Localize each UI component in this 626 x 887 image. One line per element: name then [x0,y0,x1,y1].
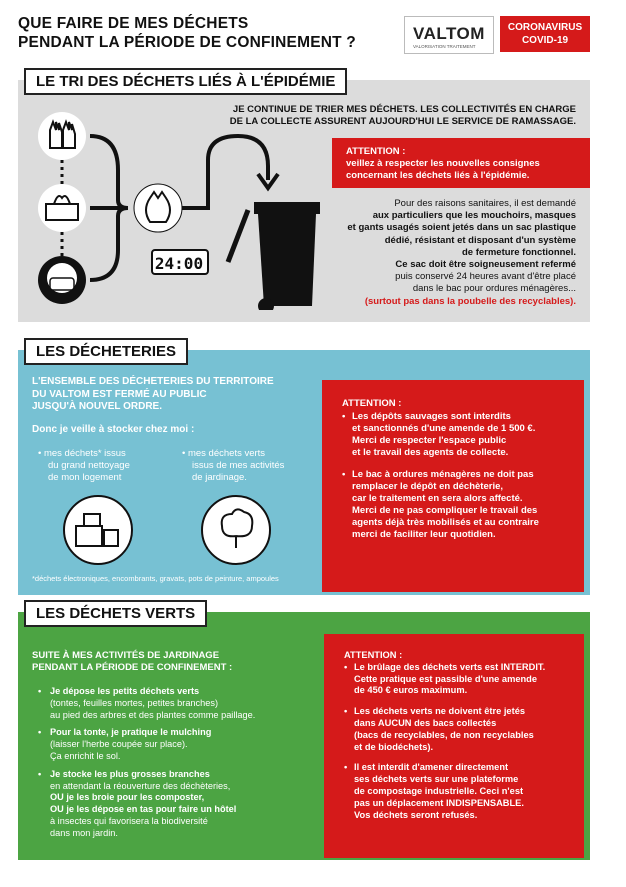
bullet-line: car le traitement en sera alors affecté. [352,493,523,504]
bullet-line: Cette pratique est passible d'une amende [354,673,538,684]
bullet-line: dans AUCUN des bacs collectés [354,717,497,728]
bullet-line: Le brûlage des déchets verts est INTERDIT. [354,661,546,672]
tip-item: • Pour la tonte, je pratique le mulching (laisser l'herbe coupée sur place). Ça enrichit le sol. [38,727,318,762]
body-line: dédié, résistant et disposant d'un système [384,234,576,246]
attention-box [332,138,590,188]
tip-line: (laisser l'herbe coupée sur place). [50,739,188,750]
bullet-line: Les dépôts sauvages sont interdits [352,411,511,422]
bin-icon [228,202,320,310]
attention-bullet: • Le bac à ordures ménagères ne doit pas remplacer le dépôt en déchèterie, car le traitement en sera alors affecté. Merci de ne pas compliquer le travail des agents déjà très mobilisés et au contraire merci de faciliter leur quotidien. [342,469,578,541]
attention-box [322,380,584,592]
bullet-line: et de biodéchets). [354,741,434,752]
tip-line: Je stocke les plus grosses branches [50,768,210,779]
body-line: dans le bac pour ordures ménagères... [412,283,576,295]
item-line: de jardinage. [192,472,247,483]
body-line: et gants usagés soient jetés dans un sac plastique [347,222,576,234]
attention-label: ATTENTION : [346,146,406,157]
bullet-line: de 450 € euros maximum. [354,685,468,696]
tip-line: en attendant la réouverture des déchèteries, [50,780,231,791]
bullet-line: Vos déchets seront refusés. [354,809,478,820]
badge-line2: COVID-19 [521,35,569,46]
bullet-line: Merci de respecter l'espace public [352,435,507,446]
tip-item: • Je stocke les plus grosses branches en attendant la réouverture des déchèteries, OU je les broie pour les composter, OU je les dépose en tas pour faire un hôtel à insectes qui favorisera la biodiversité dans mon jardin. [38,769,318,840]
body-line: Pour des raisons sanitaires, il est demandé [394,198,576,209]
section-title: LES DÉCHETERIES [24,338,188,365]
clock-readout: 24:00 [154,254,204,273]
intro-line: SUITE À MES ACTIVITÉS DE JARDINAGE [32,650,220,661]
intro-line: L'ENSEMBLE DES DÉCHETERIES DU TERRITOIRE [32,376,274,387]
tip-line: dans mon jardin. [50,827,118,838]
stock-item-garden: • mes déchets verts issus de mes activités de jardinage. [182,448,322,484]
section2-intro [32,376,302,414]
tissue-box-icon [38,184,86,232]
body-line: puis conservé 24 heures avant d'être placé [395,271,576,283]
furniture-icon [62,494,134,566]
tip-line: Pour la tonte, je pratique le mulching [50,727,212,738]
bullet-line: Il est interdit d'amener directement [354,762,509,773]
section-epidemic-waste [18,73,590,322]
attention-bullet: • Les dépôts sauvages sont interdits et sanctionnés d'une amende de 1 500 €. Merci de respecter l'espace public et le travail des agents de collecte. [342,411,578,459]
bullet-line: merci de faciliter leur quotidien. [352,529,496,540]
section-dechetteries [18,343,590,595]
tree-icon [200,494,272,566]
bullet-line: ses déchets verts sur une plateforme [354,774,519,785]
gloves-icon [38,112,86,160]
body-line: aux particuliers que les mouchoirs, masques [372,210,576,222]
attention-line: concernant les déchets liés à l'épidémie. [346,170,530,181]
logo-name: VALTOM [413,24,485,43]
body-warning: (surtout pas dans la poubelle des recyclables). [364,295,576,307]
tip-line: (tontes, feuilles mortes, petites branches) [50,697,219,708]
bullet-line: remplacer le dépôt en déchèterie, [352,481,504,492]
attention-label: ATTENTION : [342,398,402,409]
stock-item-cleaning: • mes déchets* issus du grand nettoyage de mon logement [38,448,168,484]
page-title [18,14,356,52]
tip-line: à insectes qui favorisera la biodiversité [50,815,208,826]
bullet-line: (bacs de recyclables, de non recyclables [354,729,534,740]
intro-line: DE LA COLLECTE ASSURENT AUJOURD'HUI LE SERVICE DE RAMASSAGE. [229,116,576,127]
bullet-line: agents déjà très mobilisés et au contraire [352,517,539,528]
epidemic-icons [28,110,328,310]
section-green-waste [18,605,590,860]
section3-intro [32,650,312,674]
logo-tagline: VALORISATION TRAITEMENT [413,44,476,49]
trash-bag-icon [134,184,182,232]
tip-line: OU je les broie pour les composter, [50,792,205,803]
bullet-line: de compostage industrielle. Ceci n'est [354,785,524,796]
tip-line: Ça enrichit le sol. [50,750,121,761]
bullet-line: pas un déplacement INDISPENSABLE. [354,797,524,808]
section-title: LE TRI DES DÉCHETS LIÉS À L'ÉPIDÉMIE [24,68,347,95]
attention-box [324,634,584,858]
green-tips [38,686,318,840]
attention-line: veillez à respecter les nouvelles consignes [346,158,540,169]
body-line: Ce sac doit être soigneusement refermé [395,259,576,271]
item-line: du grand nettoyage [48,460,130,471]
intro-line: JE CONTINUE DE TRIER MES DÉCHETS. LES COLLECTIVITÉS EN CHARGE [232,104,576,115]
bullet-line: Le bac à ordures ménagères ne doit pas [352,469,534,480]
intro-line: PENDANT LA PÉRIODE DE CONFINEMENT : [32,662,233,673]
item-line: issus de mes activités [192,460,285,471]
footnote: *déchets électroniques, encombrants, gravats, pots de peinture, ampoules [32,574,279,583]
body-line: de fermeture fonctionnel. [461,246,576,258]
attention-bullet: • Le brûlage des déchets verts est INTERDIT. Cette pratique est passible d'une amende de 450 € euros maximum. [344,662,578,697]
section1-body [318,198,576,308]
tip-line: au pied des arbres et des plantes comme paillage. [50,709,256,720]
section1-intro [214,104,576,128]
tip-line: OU je les dépose en tas pour faire un hôtel [50,804,237,815]
page-title-line1: QUE FAIRE DE MES DÉCHETS [18,15,249,32]
tip-line: Je dépose les petits déchets verts [50,686,200,696]
bullet-line: et sanctionnés d'une amende de 1 500 €. [352,423,536,434]
bullet-line: Merci de ne pas compliquer le travail des [352,505,538,516]
attention-label: ATTENTION : [344,650,403,660]
bullet-line: et le travail des agents de collecte. [352,447,509,458]
intro-line: DU VALTOM EST FERMÉ AU PUBLIC [32,388,207,400]
item-line: de mon logement [48,472,122,483]
valtom-logo [404,16,494,54]
covid-badge [500,16,590,52]
page-title-line2: PENDANT LA PÉRIODE DE CONFINEMENT ? [18,34,356,51]
attention-bullet: • Il est interdit d'amener directement ses déchets verts sur une plateforme de compostage industrielle. Ceci n'est pas un déplacement INDISPENSABLE. Vos déchets seront refusés. [344,762,578,821]
mask-icon [38,256,86,304]
item-line: mes déchets* issus [43,448,126,459]
item-line: mes déchets verts [187,448,266,459]
bullet-line: Les déchets verts ne doivent être jetés [354,706,526,717]
section-title: LES DÉCHETS VERTS [24,600,207,627]
stock-label: Donc je veille à stocker chez moi : [32,424,195,435]
attention-bullet: • Les déchets verts ne doivent être jetés dans AUCUN des bacs collectés (bacs de recyclables, de non recyclables et de biodéchets). [344,706,578,753]
badge-line1: CORONAVIRUS [507,22,583,33]
tip-item: • Je dépose les petits déchets verts (tontes, feuilles mortes, petites branches) au pied des arbres et des plantes comme paillage. [38,686,318,721]
intro-line: JUSQU'À NOUVEL ORDRE. [32,401,162,412]
